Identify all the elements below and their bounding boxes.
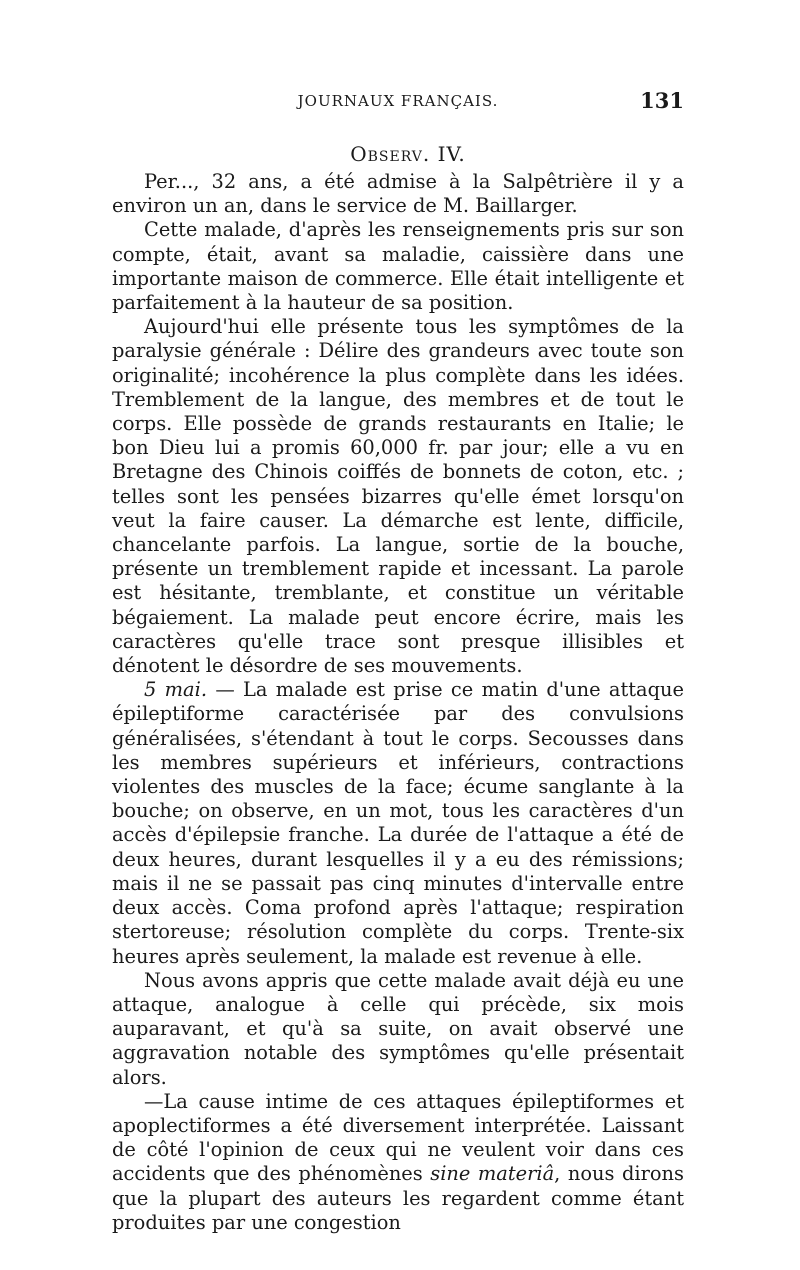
book-page [112,88,684,1235]
paragraph-1: Per..., 32 ans, a été admise à la Salpêtrière il y a environ un an, dans le service de M. Baillarger. [112,170,684,218]
running-title: JOURNAUX FRANÇAIS. [297,92,499,110]
paragraph-4-text: — La malade est prise ce matin d'une attaque épileptiforme caractérisée par des convulsions généralisées, s'étendant à tout le corps. Secousses dans les membres supérieurs et inférieurs, contractions violentes des muscles de la face; écume sanglante à la bouche; on observe, en un mot, tous les caractères d'un accès d'épilepsie franche. La durée de l'attaque a été de deux heures, durant lesquelles il y a eu des rémissions; mais il ne se passait pas cinq minutes d'intervalle entre deux accès. Coma profond après l'attaque; respiration stertoreuse; résolution complète du corps. Trente-six heures après seulement, la malade est revenue à elle. [112,678,684,968]
paragraph-3: Aujourd'hui elle présente tous les symptômes de la paralysie générale : Délire des grandeurs avec toute son originalité; incohérence la plus complète dans les idées. Tremblement de la langue, des membres et de tout le corps. Elle possède de grands restaurants en Italie; le bon Dieu lui a promis 60,000 fr. par jour; elle a vu en Bretagne des Chinois coiffés de bonnets de coton, etc. ; telles sont les pensées bizarres qu'elle émet lorsqu'on veut la faire causer. La démarche est lente, difficile, chancelante parfois. La langue, sortie de la bouche, présente un tremblement rapide et incessant. La parole est hésitante, tremblante, et constitue un véritable bégaiement. La malade peut encore écrire, mais les caractères qu'elle trace sont presque illisibles et dénotent le désordre de ses mouvements. [112,315,684,678]
paragraph-4 [112,678,684,968]
paragraph-6-text-b: , nous dirons que la plupart des auteurs les regardent comme étant produites par une congestion [112,1162,684,1234]
latin-phrase: sine materiâ [430,1162,555,1186]
paragraph-6-text-a: —La cause intime de ces attaques épileptiformes et apoplectiformes a été diversement interprétée. Laissant de côté l'opinion de ceux qui ne veulent voir dans ces accidents que des phénomènes [112,1089,684,1186]
section-heading: Observ. IV. [350,142,466,166]
running-head [112,88,684,118]
paragraph-2: Cette malade, d'après les renseignements pris sur son compte, était, avant sa maladie, caissière dans une importante maison de commerce. Elle était intelligente et parfaitement à la hauteur de sa position. [112,218,684,315]
date-label: 5 mai. [144,678,207,702]
paragraph-5: Nous avons appris que cette malade avait déjà eu une attaque, analogue à celle qui précède, six mois auparavant, et qu'à sa suite, on avait observé une aggravation notable des symptômes qu'elle présentait alors. [112,968,684,1089]
page-number: 131 [640,88,684,113]
paragraph-6 [112,1090,684,1235]
body-text [112,170,684,1235]
